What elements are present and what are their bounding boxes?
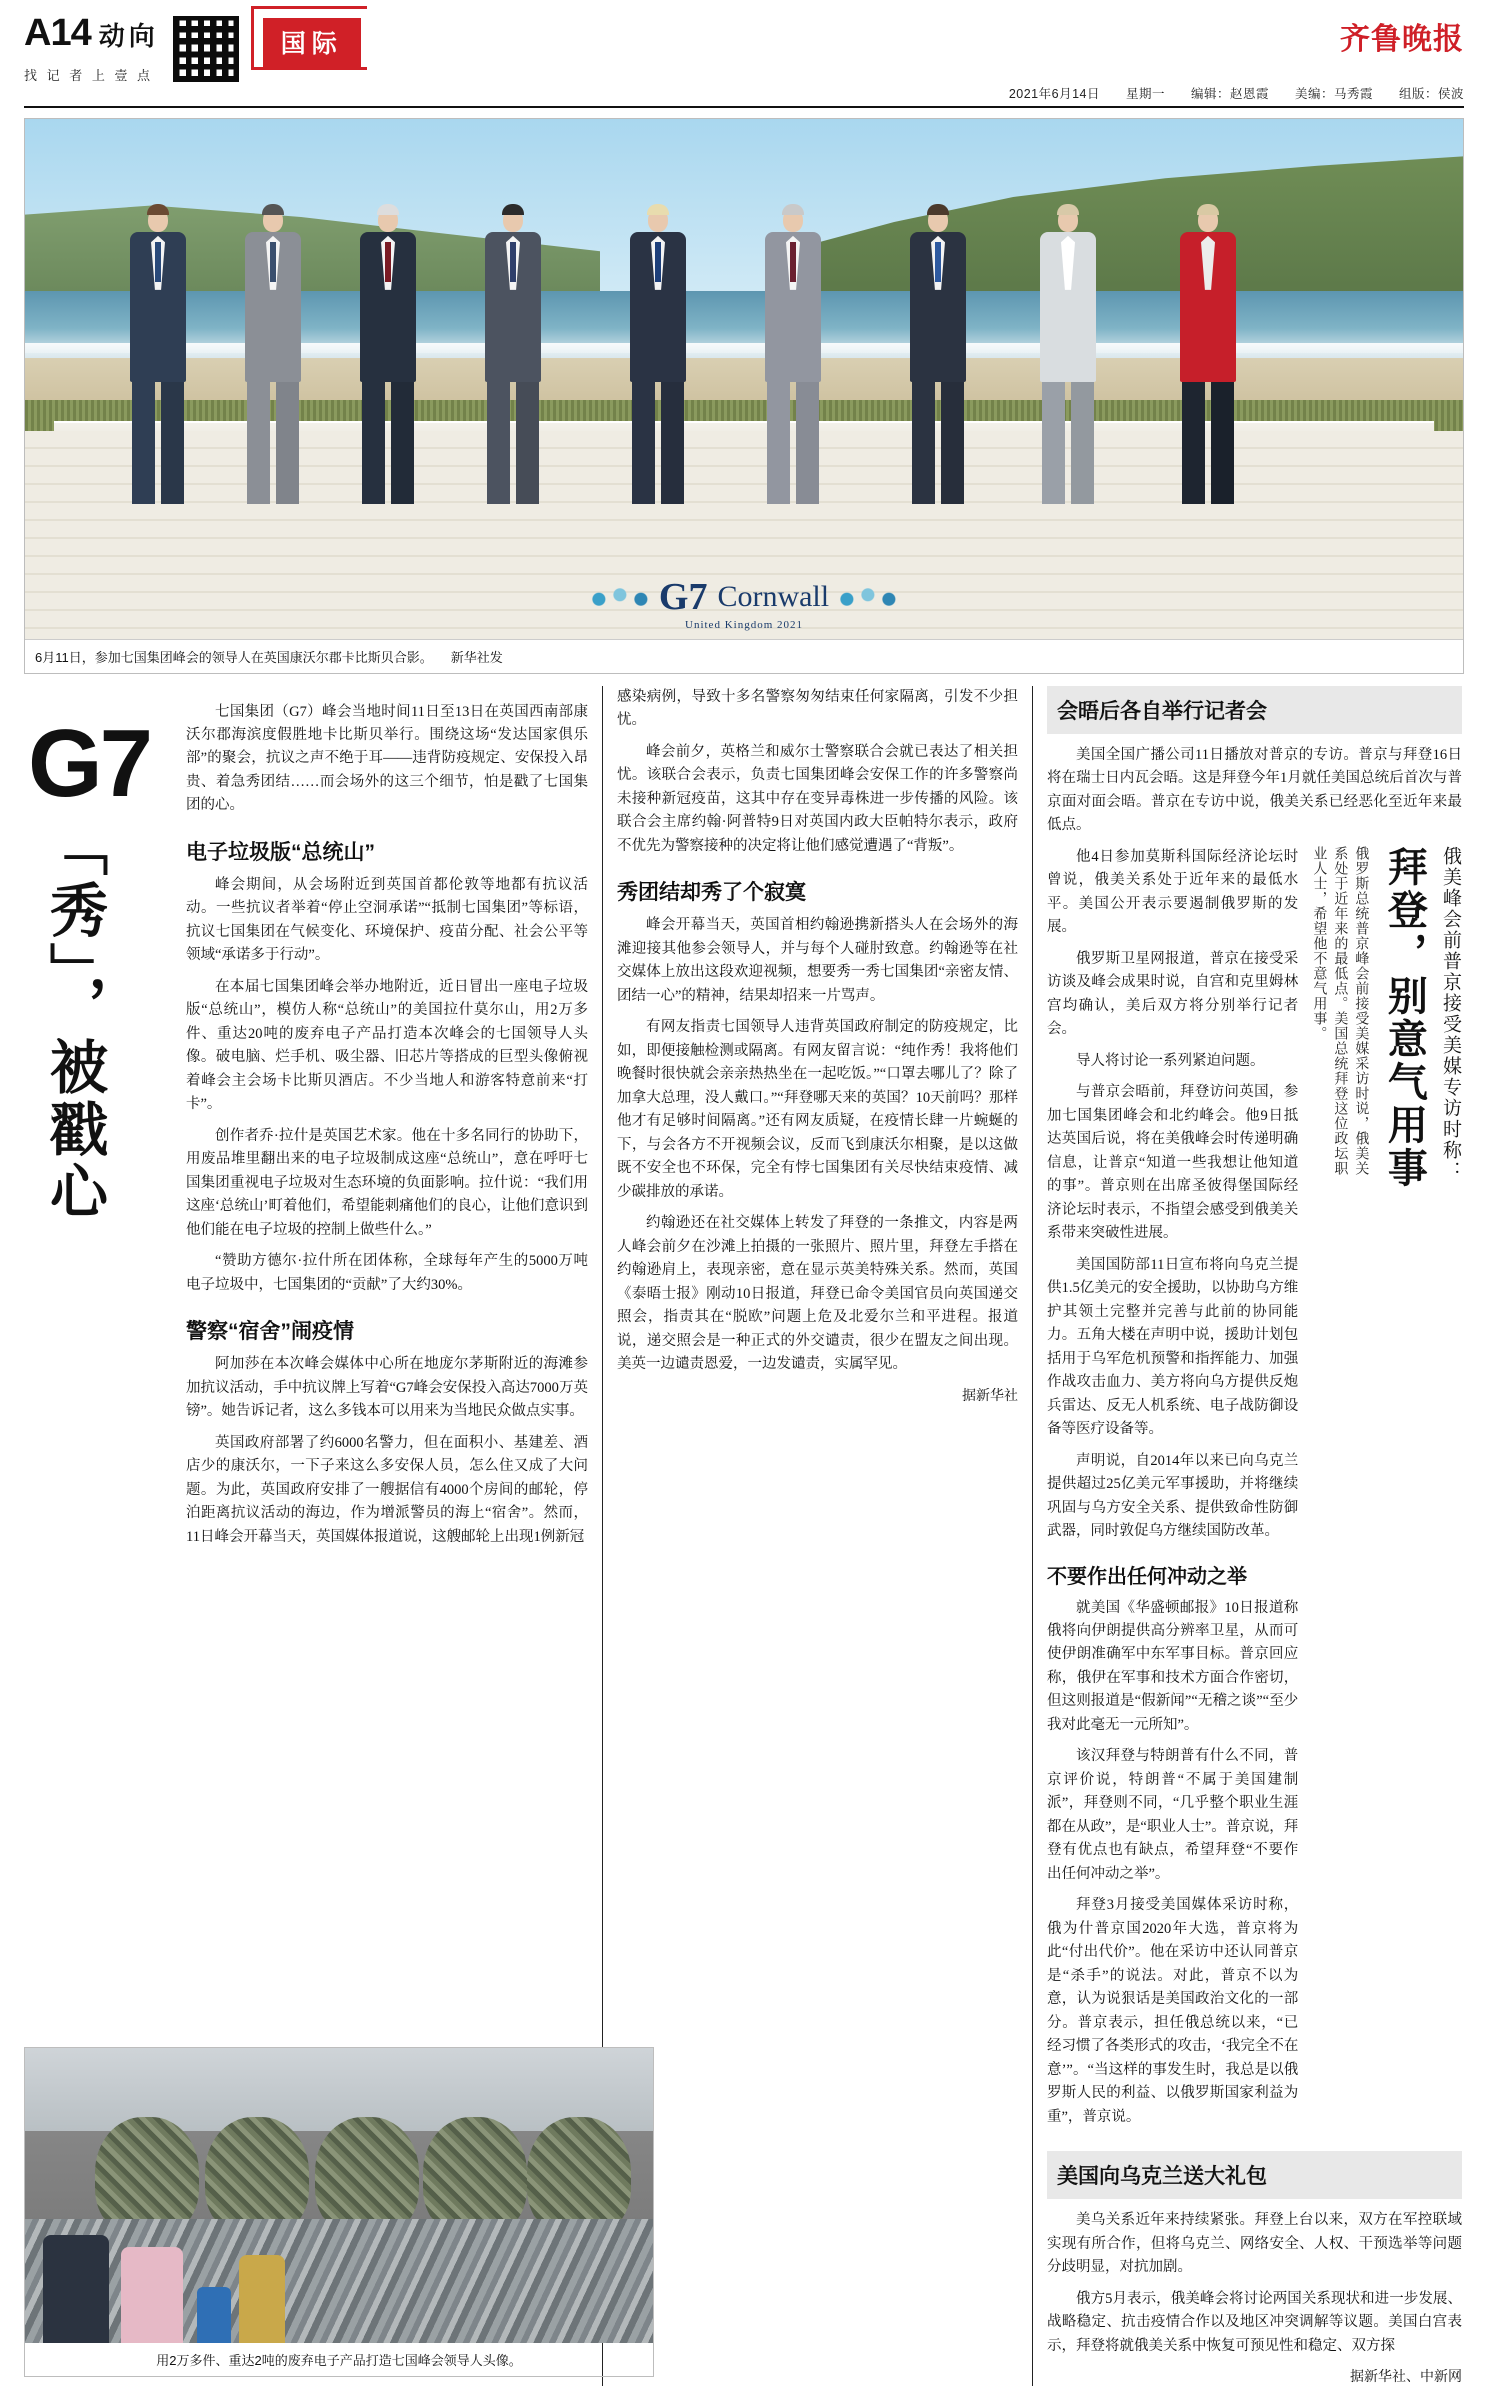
leader-figure [355,208,421,504]
child-figure [197,2287,231,2343]
leader-figure [905,208,971,504]
ewaste-pile [25,2219,653,2343]
masthead [24,0,1464,104]
leader-figure [240,208,306,504]
section-badge [263,18,361,68]
layout-credit: 组版：侯波 [1398,87,1464,101]
hero-caption-text: 6月11日，参加七国集团峰会的领导人在英国康沃尔郡卡比斯贝合影。 [35,650,433,665]
paragraph: “赞助方德尔·拉什所在团体称，全球每年产生的5000万吨电子垃圾中，七国集团的“贡献”了大约30%。 [186,1253,588,1293]
logo-g7: G7 [658,576,708,618]
leader-figure [625,208,691,504]
paragraph: 与普京会晤前，拜登访问英国，参加七国集团峰会和北约峰会。他9日抵达英国后说，将在美俄峰会时传递明确信息，让普京“知道一些我想让他知道的事”。普京则在出席圣彼得堡国际经济论坛时表示，不指望会感受到俄美关系带来突破性进展。 [1047,1084,1299,1242]
vertical-headline-block [1047,846,1462,2137]
section-badge-label: 国际 [263,18,361,68]
photo-sky [25,2048,653,2131]
paragraph: 他4日参加莫斯科国际经济论坛时曾说，俄美关系处于近年来的最低水平。美国公开表示要遏制俄罗斯的发展。 [1047,848,1299,936]
article-lead: 七国集团（G7）峰会当地时间11日至13日在英国西南部康沃尔郡海滨度假胜地卡比斯贝举行。围绕这场“发达国家俱乐部”的聚会，抗议之声不绝于耳——违背防疫规定、安保投入昂贵、着急秀团结……而会场外的这三个细节，怕是戳了七国集团的心。 [186,703,588,814]
putin-interview-column [1032,686,1462,2386]
headline-vertical: 「秀」，被戳心 [40,818,106,1224]
paragraph: 峰会开幕当天，英国首相约翰逊携新搭头人在会场外的海滩迎接其他参会领导人，并与每个人碰肘致意。约翰逊等在社交媒体上放出这段欢迎视频，想要秀一秀七国集团“亲密友情、团结一心”的精神，结果却招来一片骂声。 [617,917,1018,1004]
paragraph: 美国国防部11日宣布将向乌克兰提供1.5亿美元的安全援助，以协助乌方维护其领土完整并完善与此前的协同能力。五角大楼在声明中说，援助计划包括用于乌军危机预警和指挥能力、加强作战攻击血力、美方将向乌方提供反炮兵雷达、反无人机系统、电子战防御设备等医疗设备等。 [1047,1256,1299,1438]
hero-credit: 新华社发 [450,650,503,665]
leader-figure [480,208,546,504]
section-heading: 秀团结却秀了个寂寞 [617,881,806,905]
box-heading: 会晤后各自举行记者会 [1047,686,1462,734]
visitor-figure [43,2235,109,2343]
hero-photo-image [25,119,1463,639]
masthead-tagline: 找 记 者 上 壹 点 [24,68,154,83]
wave-logo-icon [585,586,655,608]
vertical-kicker: 俄美峰会前普京接受美媒专访时称： [1440,845,1461,1182]
paragraph: 英国政府部署了约6000名警力，但在面积小、基建差、酒店少的康沃尔，一下子来这么多安保人员，怎么住又成了大问题。为此，英国政府安排了一艘据信有4000个房间的邮轮，停泊距离抗议活动的海边，作为增派警员的海上“宿舍”。然而，11日峰会开幕当天，英国媒体报道说，这艘邮轮上出现1例新冠 [186,1434,588,1545]
paragraph: 美国全国广播公司11日播放对普京的专访。普京与拜登16日将在瑞士日内瓦会晤。这是拜登今年1月就任美国总统后首次与普京面对面会晤。普京在专访中说，俄美关系已经恶化至近年来最低点。 [1047,747,1462,834]
paper-name: 齐鲁晚报 [1340,23,1464,56]
logo-place: Cornwall [717,580,830,613]
section-heading: 不要作出任何冲动之举 [1047,1565,1247,1588]
logo-subtitle: United Kingdom 2021 [685,619,803,631]
qr-code-icon[interactable] [173,16,239,82]
paragraph: 声明说，自2014年以来已向乌克兰提供超过25亿美元军事援助，并将继续巩固与乌方安全关系、提供致命性防御武器，同时敦促乌方继续国防改革。 [1047,1452,1299,1540]
leader-figure [1175,208,1241,504]
issue-date: 2021年6月14日 [1008,87,1100,101]
wave-logo-icon [833,586,903,608]
article-byline: 据新华社 [962,1388,1018,1404]
masthead-left [24,14,361,84]
paragraph: 在本届七国集团峰会举办地附近，近日冒出一座电子垃圾版“总统山”，模仿人称“总统山”的美国拉什莫尔山，用2万多件、重达20吨的废弃电子产品打造本次峰会的七国领导人头像。破电脑、烂手机、吸尘器、旧芯片等搭成的巨型头像俯视着峰会主会场卡比斯贝酒店。不少当地人和游客特意前来“打卡”。 [186,978,588,1113]
visitor-figure [121,2247,183,2343]
art-editor-credit: 美编：马秀霞 [1294,87,1373,101]
visitor-figure [239,2255,285,2343]
vertical-headline: 拜登，别意气用事 [1382,845,1427,1190]
bottom-photo [24,2047,654,2377]
section-heading: 电子垃圾版“总统山” [186,840,375,864]
hero-caption [25,639,1463,673]
page-folio: A14 [24,12,91,54]
g7-summit-logo [585,575,903,631]
masthead-rule [24,106,1464,108]
bottom-photo-caption: 用2万多件、重达2吨的废弃电子产品打造七国峰会领导人头像。 [156,2353,522,2368]
masthead-right [987,14,1464,102]
section-heading: 警察“宿舍”闹疫情 [186,1320,354,1344]
badge-frame [251,6,367,70]
paragraph: 该汉拜登与特朗普有什么不同，普京评价说，特朗普“不属于美国建制派”，拜登则不同，“几乎整个职业生涯都在从政”，是“职业人士”。普京说，拜登有优点也有缺点，希望拜登“不要作出任何冲动之举”。 [1047,1748,1299,1882]
paragraph: 创作者乔·拉什是英国艺术家。他在十多名同行的协助下，用废品堆里翻出来的电子垃圾制成这座“总统山”，意在呼吁七国集团重视电子垃圾对生态环境的负面影响。拉什说：“我们用这座‘总统山’町着他们，希望能刺痛他们的良心，让他们意识到他们能在电子垃圾的控制上做些什么。” [186,1127,588,1238]
bottom-photo-image [25,2048,653,2343]
paragraph: 俄方5月表示，俄美峰会将讨论两国关系现状和进一步发展、战略稳定、抗击疫情合作以及地区冲突调解等议题。美国白宫表示，拜登将就俄美关系中恢复可预见性和稳定、双方探 [1047,2290,1462,2354]
masthead-meta [987,84,1464,102]
paragraph: 美乌关系近年来持续紧张。拜登上台以来，双方在军控联域实现有所合作，但将乌克兰、网络安全、人权、干预选举等问题分歧明显，对抗加剧。 [1047,2212,1462,2276]
paragraph: 峰会期间，从会场附近到英国首都伦敦等地都有抗议活动。一些抗议者举着“停止空洞承诺”“抵制七国集团”等标语，抗议七国集团在气候变化、环境保护、疫苗分配、社会公平等领域“承诺多于行动”。 [186,876,588,964]
headline-g7: G7 [28,710,151,817]
paragraph: 约翰逊还在社交媒体上转发了拜登的一条推文，内容是两人峰会前夕在沙滩上拍摄的一张照片、照片里，拜登左手搭在约翰逊肩上，表现亲密，意在显示英美特殊关系。然而，英国《泰晤士报》刚动10日报道，拜登已命令美国官员向英国递交照会，指责其在“脱欧”问题上危及北爱尔兰和平进程。报道说，递交照会是一种正式的外交谴责，很少在盟友之间出现。美英一边谴责恩爱，一边发谴责，实属罕见。 [617,1215,1018,1373]
paragraph: 阿加莎在本次峰会媒体中心所在地庞尔茅斯附近的海滩参加抗议活动，手中抗议牌上写着“G7峰会安保投入高达7000万英镑”。她告诉记者，这么多钱本可以用来为当地民众做点实事。 [186,1356,588,1420]
issue-weekday: 星期一 [1125,87,1165,101]
paragraph: 拜登3月接受美国媒体采访时称，俄为什普京国2020年大选，普京将为此“付出代价”。他在采访中还认同普京是“杀手”的说法。对此，普京不以为意，认为说狠话是美国政治文化的一部分。普京表示，担任俄总统以来，“已经习惯了各类形式的攻击，‘我完全不在意’”。“当这样的事发生时，我总是以俄罗斯人民的利益、以俄罗斯国家利益为重”，普京说。 [1047,1897,1299,2125]
continuation-column [602,686,1032,2386]
leader-figure [125,208,191,504]
paragraph: 导人将讨论一系列紧迫问题。 [1076,1052,1265,1069]
hero-photo [24,118,1464,674]
article-byline: 据新华社、中新网 [1350,2370,1462,2386]
leader-figure [760,208,826,504]
section-word: 动向 [98,21,159,51]
editor-credit: 编辑：赵恩霞 [1190,87,1269,101]
paragraph: 就美国《华盛顿邮报》10日报道称俄将向伊朗提供高分辨率卫星，从而可使伊朗准确军中东军事目标。普京回应称，俄伊在军事和技术方面合作密切，但这则报道是“假新闻”“无稽之谈”“至少我对此毫无一元所知”。 [1047,1599,1299,1733]
paragraph: 俄罗斯卫星网报道，普京在接受采访谈及峰会成果时说，自宫和克里姆林宫均确认，美后双方将分别举行记者会。 [1047,950,1299,1038]
paragraph: 有网友指责七国领导人违背英国政府制定的防疫规定，比如，即便接触检测或隔离。有网友留言说：“纯作秀！我将他们晚餐时很快就会亲亲热热坐在一起吃饭。”“口罩去哪儿了？除了加拿大总理，没人戴口。”“拜登哪天来的英国？10天前吗？那样他才有足够时间隔离。”还有网友质疑，在疫情长肆一片蜿蜒的下，与会各方不开视频会议，反而飞到康沃尔相聚，是以这做既不安全也不环保，完全有悖七国集团有关尽快结束疫情、减少碳排放的承诺。 [617,1019,1018,1200]
paragraph: 感染病例，导致十多名警察匆匆结束任何家隔离，引发不少担忧。 [617,689,1018,729]
leader-figure [1035,208,1101,504]
box-heading: 美国向乌克兰送大礼包 [1047,2151,1462,2199]
paragraph: 峰会前夕，英格兰和威尔士警察联合会就已表达了相关担忧。该联合会表示，负责七国集团峰会安保工作的许多警察尚未接种新冠疫苗，这其中存在变异毒株进一步传播的风险。该联合会主席约翰·阿普特9日对英国内政大臣帕特尔表示，政府不优先为警察接种的决定将让他们感觉遭遇了“背叛”。 [617,743,1018,854]
vertical-summary: 俄罗斯总统普京峰会前接受美媒采访时说，俄美关系处于近年来的最低点。美国总统拜登这位政坛职业人士，希望他不意气用事。 [1311,845,1369,1176]
